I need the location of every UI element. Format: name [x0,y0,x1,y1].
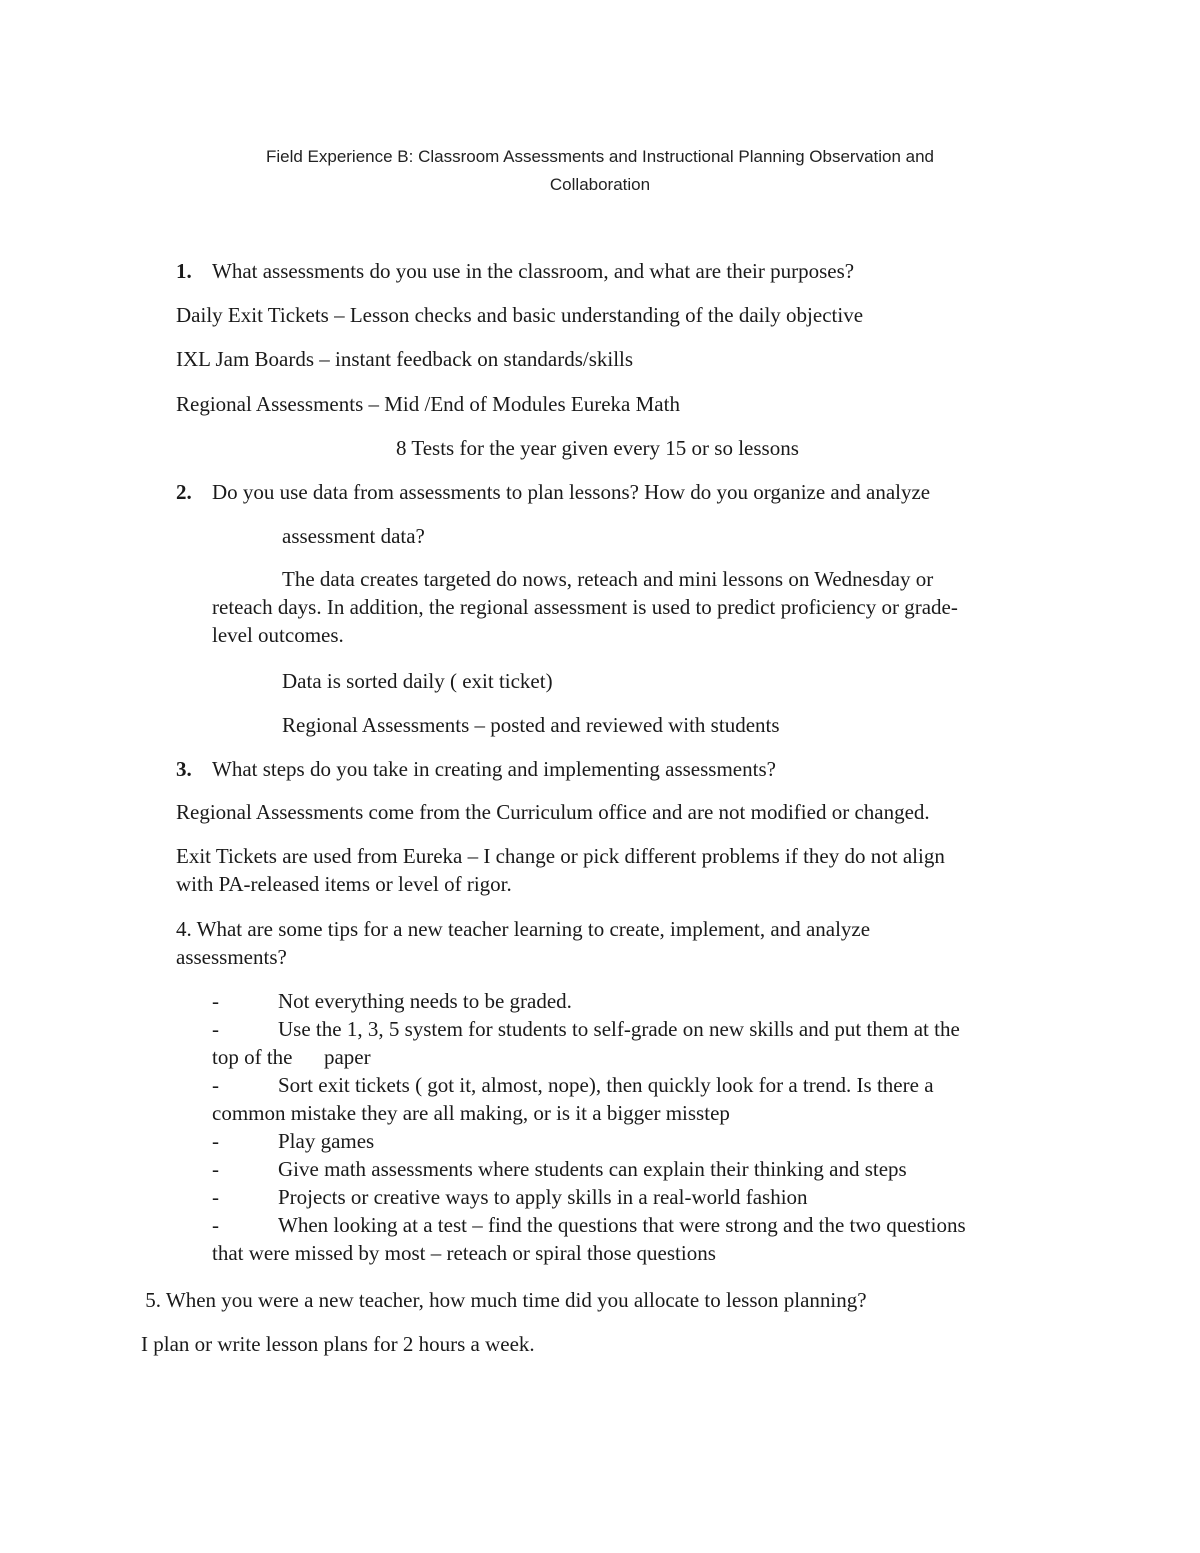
tip-3-text-cont: common mistake they are all making, or is it a bigger misstep [212,1101,730,1125]
tip-4-text: Play games [278,1129,375,1153]
question-3-number: 3. [176,757,192,781]
question-2-text-line-2: assessment data? [282,524,425,548]
question-5: 5. When you were a new teacher, how much time did you allocate to lesson planning? [140,1288,867,1312]
tip-7-dash: - [212,1213,219,1237]
q3-answer-2-line-2: with PA-released items or level of rigor. [176,872,512,896]
q2-regional: Regional Assessments – posted and reviewed with students [282,713,780,737]
question-1-number: 1. [176,259,192,283]
question-3-text: What steps do you take in creating and implementing assessments? [212,757,776,781]
question-1 [176,257,192,285]
tip-4-dash: - [212,1129,219,1153]
tip-5-dash: - [212,1157,219,1181]
question-3-number-wrap [176,755,192,783]
q2-answer-line-3: level outcomes. [212,623,344,647]
tip-5-text: Give math assessments where students can explain their thinking and steps [278,1157,907,1181]
q1-answer-2: IXL Jam Boards – instant feedback on standards/skills [176,347,634,371]
tip-6-text: Projects or creative ways to apply skills in a real-world fashion [278,1185,808,1209]
tip-7-text-cont: that were missed by most – reteach or spiral those questions [212,1241,716,1265]
question-4-line-2: assessments? [176,945,287,969]
question-2-text-line-1: Do you use data from assessments to plan lessons? How do you organize and analyze [212,480,931,504]
title-line-2: Collaboration [549,175,651,194]
tip-3-dash: - [212,1073,219,1097]
title-line-1: Field Experience B: Classroom Assessments and Instructional Planning Observation and [265,147,935,166]
question-2-number: 2. [176,480,192,504]
q3-answer-1: Regional Assessments come from the Curriculum office and are not modified or changed. [176,800,930,824]
tip-2-dash: - [212,1017,219,1041]
q1-answer-4: 8 Tests for the year given every 15 or so lessons [396,436,799,460]
q5-answer: I plan or write lesson plans for 2 hours a week. [141,1332,535,1356]
document-title [150,143,1050,199]
q2-answer-line-2: reteach days. In addition, the regional assessment is used to predict proficiency or grade- [212,595,958,619]
tip-3-text: Sort exit tickets ( got it, almost, nope), then quickly look for a trend. Is there a [278,1073,934,1097]
tip-2-text: Use the 1, 3, 5 system for students to self-grade on new skills and put them at the [278,1017,960,1041]
question-4-line-1: 4. What are some tips for a new teacher learning to create, implement, and analyze [176,917,871,941]
q1-answer-1: Daily Exit Tickets – Lesson checks and basic understanding of the daily objective [176,303,864,327]
q2-data-sorted: Data is sorted daily ( exit ticket) [282,669,553,693]
q1-answer-3: Regional Assessments – Mid /End of Modules Eureka Math [176,392,680,416]
question-1-text: What assessments do you use in the classroom, and what are their purposes? [212,259,855,283]
q2-answer-line-1: The data creates targeted do nows, reteach and mini lessons on Wednesday or [282,567,934,591]
tip-1-dash: - [212,989,219,1013]
question-2-number-wrap [176,478,192,506]
q3-answer-2-line-1: Exit Tickets are used from Eureka – I change or pick different problems if they do not align [176,844,945,868]
tip-6-dash: - [212,1185,219,1209]
tip-7-text: When looking at a test – find the questions that were strong and the two questions [278,1213,966,1237]
tip-1-text: Not everything needs to be graded. [278,989,572,1013]
tip-2-text-cont: top of the paper [212,1045,371,1069]
